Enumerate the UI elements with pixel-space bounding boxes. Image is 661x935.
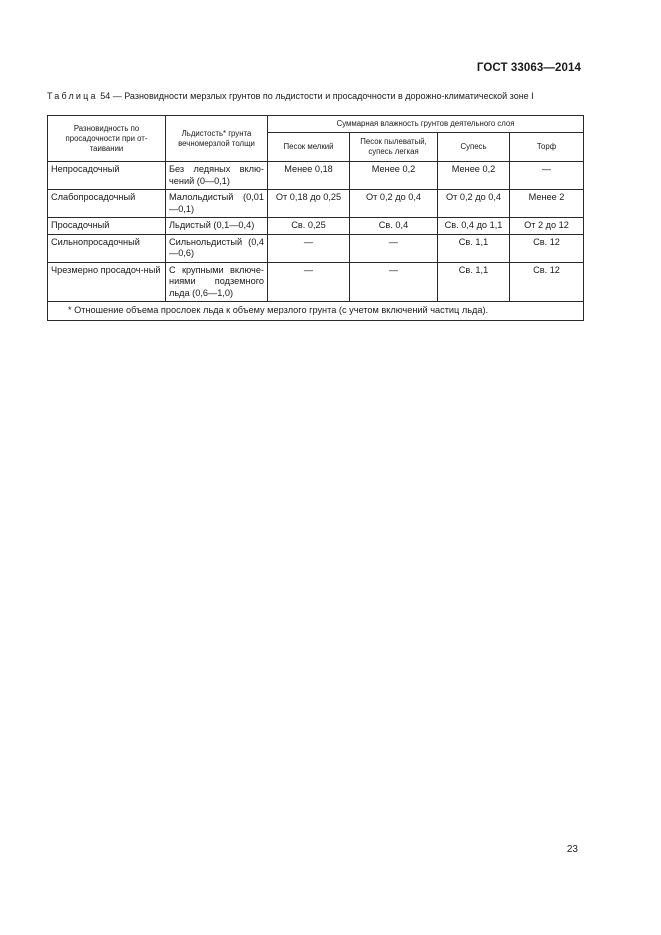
cell-type: Слабопросадочный: [48, 190, 166, 218]
header-sandy-loam: Супесь: [438, 133, 510, 162]
cell-ice: Льдистый (0,1—0,4): [166, 218, 268, 235]
cell-value: От 0,2 до 0,4: [350, 190, 438, 218]
header-col-ice-content: Льдистость* грунта вечномерзлой толщи: [166, 116, 268, 162]
cell-value: Св. 0,4 до 1,1: [438, 218, 510, 235]
soil-table: [47, 115, 584, 321]
cell-value: От 2 до 12: [510, 218, 584, 235]
cell-ice: Без ледяных вклю-чений (0—0,1): [166, 162, 268, 190]
cell-ice: Сильнольдистый (0,4—0,6): [166, 234, 268, 262]
cell-value: Св. 0,25: [268, 218, 350, 235]
cell-value: Менее 0,2: [438, 162, 510, 190]
header-silty-sand: Песок пылеватый, супесь легкая: [350, 133, 438, 162]
table-row: [48, 162, 584, 190]
document-code: ГОСТ 33063—2014: [476, 62, 581, 74]
cell-value: Св. 0,4: [350, 218, 438, 235]
cell-value: —: [268, 234, 350, 262]
cell-type: Просадочный: [48, 218, 166, 235]
cell-type: Чрезмерно просадоч-ный: [48, 262, 166, 302]
page-number: 23: [566, 844, 578, 855]
cell-type: Сильнопросадочный: [48, 234, 166, 262]
table-footnote: * Отношение объема прослоек льда к объему мерзлого грунта (с учетом включений частиц льда).: [48, 302, 584, 321]
cell-value: Св. 1,1: [438, 234, 510, 262]
table-row: [48, 234, 584, 262]
header-fine-sand: Песок мелкий: [268, 133, 350, 162]
cell-value: От 0,2 до 0,4: [438, 190, 510, 218]
caption-text: 54 — Разновидности мерзлых грунтов по льдистости и просадочности в дорожно-климатической зоне I: [100, 91, 534, 101]
cell-ice: С крупными включе-ниями подземного льда (0,6—1,0): [166, 262, 268, 302]
header-col-subsidence: Разновидность по просадочности при от-таивании: [48, 116, 166, 162]
cell-value: —: [268, 262, 350, 302]
table-row: [48, 190, 584, 218]
header-group-moisture: Суммарная влажность грунтов деятельного слоя: [268, 116, 584, 133]
table-caption: [47, 91, 607, 101]
table-row: [48, 262, 584, 302]
cell-value: Св. 12: [510, 234, 584, 262]
cell-value: Менее 0,18: [268, 162, 350, 190]
header-peat: Торф: [510, 133, 584, 162]
table-header-row: [48, 116, 584, 133]
cell-value: Св. 1,1: [438, 262, 510, 302]
cell-value: —: [350, 262, 438, 302]
cell-type: Непросадочный: [48, 162, 166, 190]
table-row: [48, 218, 584, 235]
cell-value: —: [510, 162, 584, 190]
cell-value: От 0,18 до 0,25: [268, 190, 350, 218]
cell-ice: Малольдистый (0,01—0,1): [166, 190, 268, 218]
cell-value: Менее 0,2: [350, 162, 438, 190]
caption-lead: Таблица: [47, 91, 98, 101]
cell-value: Св. 12: [510, 262, 584, 302]
table-footnote-row: [48, 302, 584, 321]
cell-value: —: [350, 234, 438, 262]
cell-value: Менее 2: [510, 190, 584, 218]
